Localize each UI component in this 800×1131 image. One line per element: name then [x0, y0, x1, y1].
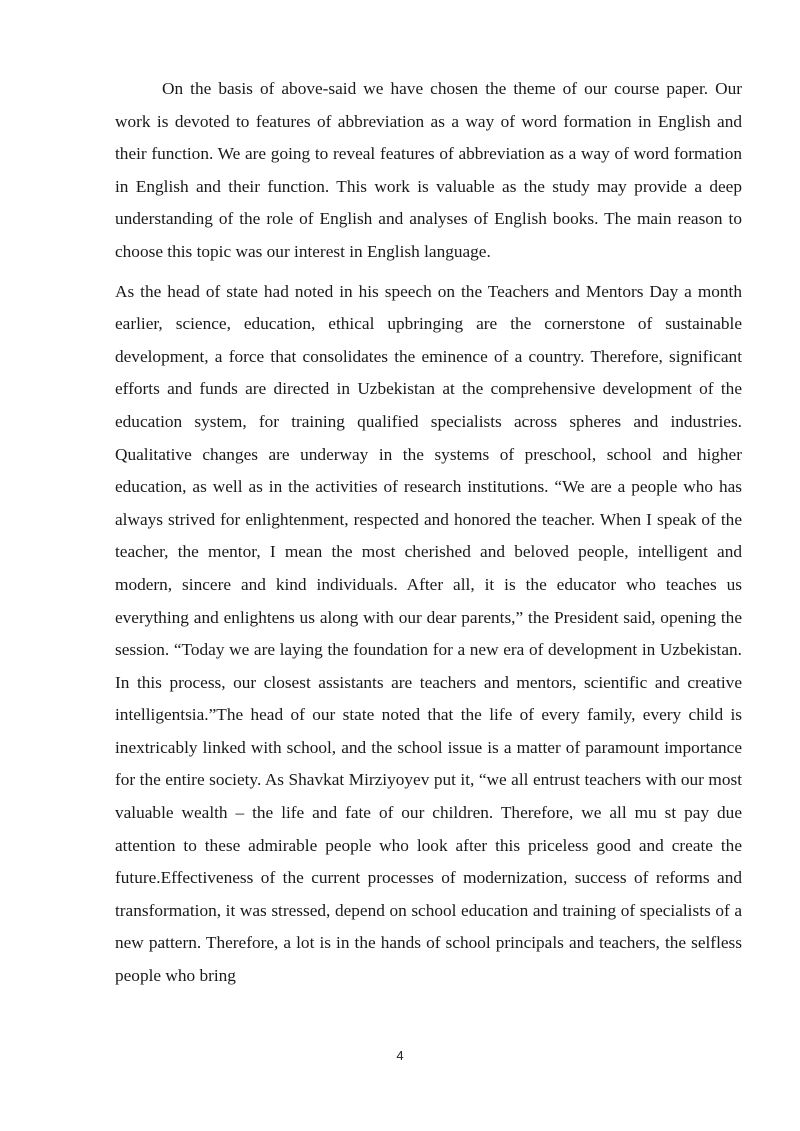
body-text — [115, 73, 742, 993]
paragraph-intro: On the basis of above-said we have chosen the theme of our course paper. Our work is devoted to features of abbreviation as a way of word formation in English and their function. We are going to reveal features of abbreviation as a way of word formation in English and their function. This work is valuable as the study may provide a deep understanding of the role of English and analyses of English books. The main reason to choose this topic was our interest in English language. — [115, 79, 742, 261]
paragraph-main: As the head of state had noted in his speech on the Teachers and Mentors Day a month earlier, science, education, ethical upbringing are the cornerstone of sustainable development, a force that consolidates the eminence of a country. Therefore, significant efforts and funds are directed in Uzbekistan at the comprehensive development of the education system, for training qualified specialists across spheres and industries. Qualitative changes are underway in the systems of preschool, school and higher education, as well as in the activities of research institutions. “We are a people who has always strived for enlightenment, respected and honored the teacher. When I speak of the teacher, the mentor, I mean the most cherished and beloved people, intelligent and modern, sincere and kind individuals. After all, it is the educator who teaches us everything and enlightens us along with our dear parents,” the President said, opening the session. “Today we are laying the foundation for a new era of development in Uzbekistan. In this process, our closest assistants are teachers and mentors, scientific and creative intelligentsia.”The head of our state noted that the life of every family, every child is inextricably linked with school, and the school issue is a matter of paramount importance for the entire society. As Shavkat Mirziyoyev put it, “we all entrust teachers with our most valuable wealth – the life and fate of our children. Therefore, we all mu st pay due attention to these admirable people who look after this priceless good and create the future.Effectiveness of the current processes of modernization, success of reforms and transformation, it was stressed, depend on school education and training of specialists of a new pattern. Therefore, a lot is in the hands of school principals and teachers, the selfless people who bring — [115, 281, 742, 986]
page-number: 4 — [396, 1048, 404, 1063]
